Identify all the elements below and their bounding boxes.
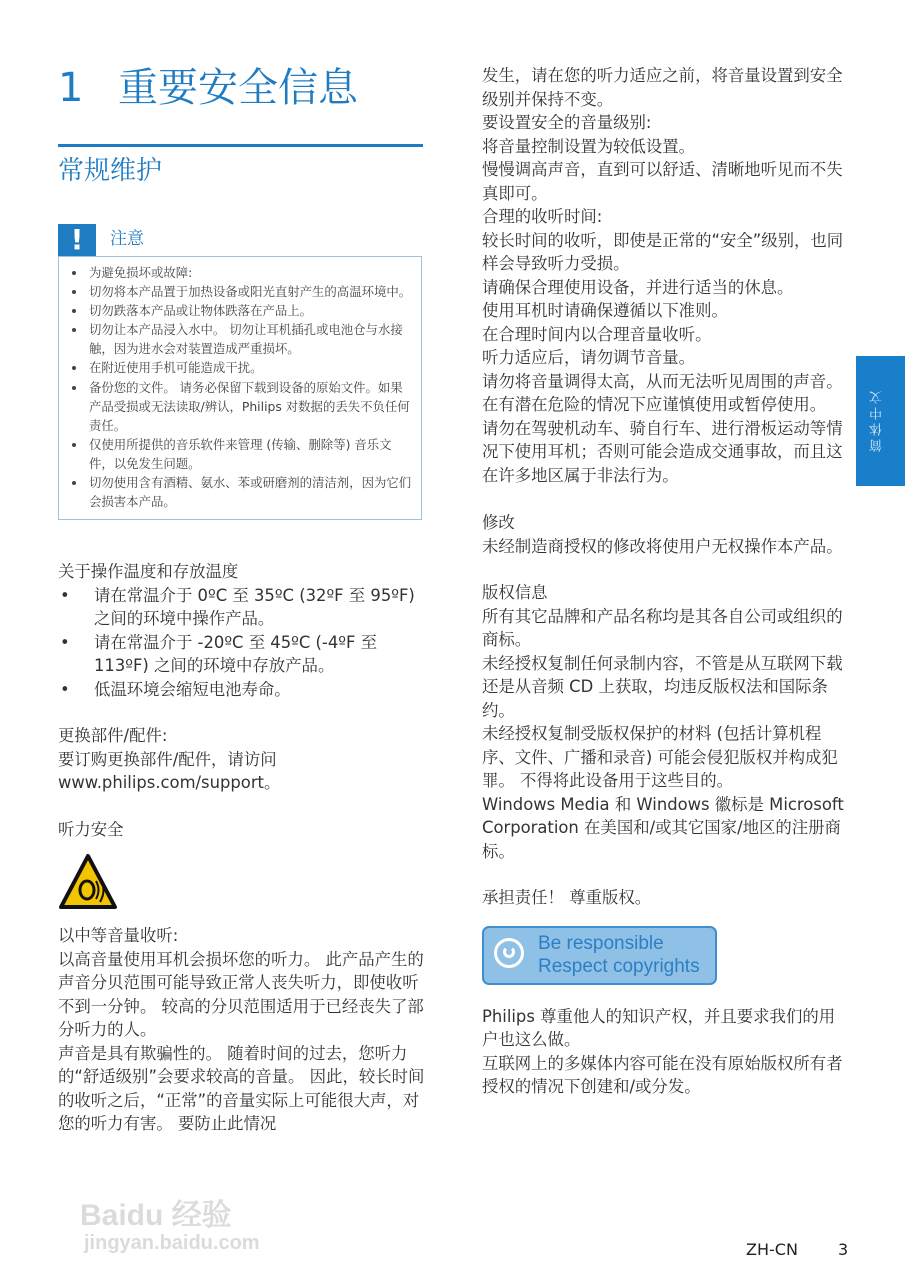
list-item: • 为避免损坏或故障: bbox=[87, 263, 413, 282]
caution-box bbox=[58, 256, 422, 520]
paragraph: 互联网上的多媒体内容可能在没有原始版权所有者授权的情况下创建和/或分发。 bbox=[482, 1053, 843, 1096]
paragraph: 使用耳机时请确保遵循以下准则。 bbox=[482, 301, 728, 320]
chapter-title-text: 重要安全信息 bbox=[118, 65, 358, 111]
paragraph: 未经授权复制任何录制内容，不管是从互联网下载还是从音频 CD 上获取，均违反版权法和国际条约。 bbox=[482, 653, 843, 720]
modification-text: 未经制造商授权的修改将使用户无权操作本产品。 bbox=[482, 536, 843, 556]
respect-copyrights-logo bbox=[482, 926, 717, 985]
list-item: • 请在常温介于 -20ºC 至 45ºC (-4ºF 至 113ºF) 之间的环境中存放产品。 bbox=[58, 631, 426, 678]
page-number: 3 bbox=[838, 1240, 849, 1259]
footer-language: ZH-CN bbox=[746, 1240, 798, 1259]
paragraph: 请确保合理使用设备，并进行适当的休息。 bbox=[482, 277, 794, 297]
paragraph: 所有其它品牌和产品名称均是其各自公司或组织的商标。 bbox=[482, 606, 843, 649]
parts-text: 要订购更换部件/配件，请访问 www.philips.com/support。 bbox=[58, 749, 281, 793]
list-item: • 在附近使用手机可能造成干扰。 bbox=[87, 358, 413, 377]
list-item: • 切勿让本产品浸入水中。 切勿让耳机插孔或电池仓与水接触，因为进水会对装置造成严重损坏。 bbox=[87, 320, 413, 358]
baidu-watermark-url: jingyan.baidu.com bbox=[84, 1232, 260, 1254]
temperature-list bbox=[58, 584, 426, 702]
paragraph: 将音量控制设置为较低设置。 bbox=[482, 136, 696, 156]
logo-text bbox=[538, 932, 700, 978]
logo-line-2: Respect copyrights bbox=[538, 955, 700, 977]
caution-label: 注意 bbox=[110, 229, 144, 249]
paragraph: 慢慢调高声音，直到可以舒适、清晰地听见而不失真即可。 bbox=[482, 160, 843, 203]
temperature-heading: 关于操作温度和存放温度 bbox=[58, 562, 239, 582]
copyright-heading: 版权信息 bbox=[482, 583, 548, 602]
side-tab-label: 简体中文 bbox=[870, 388, 885, 452]
paragraph-continued: 发生，请在您的听力适应之前，将音量设置到安全级别并保持不变。 bbox=[482, 66, 843, 109]
paragraph: 在有潜在危险的情况下应谨慎使用或暂停使用。 bbox=[482, 395, 827, 414]
responsibility-heading: 承担责任！ 尊重版权。 bbox=[482, 888, 652, 907]
paragraph: 要设置安全的音量级别: bbox=[482, 113, 652, 132]
hearing-subheading: 以中等音量收听: bbox=[58, 926, 179, 946]
chapter-title bbox=[58, 56, 358, 113]
paragraph: 声音是具有欺骗性的。 随着时间的过去，您听力的“舒适级别”会要求较高的音量。 因此，较长时间的收听之后，“正常”的音量实际上可能很大声，对您的听力有害。 要防止此情况 bbox=[58, 1043, 425, 1134]
power-circle-icon bbox=[494, 938, 524, 968]
parts-heading: 更换部件/配件: bbox=[58, 726, 168, 746]
baidu-watermark: Baidu 经验 bbox=[80, 1199, 232, 1232]
hearing-warning-icon bbox=[58, 853, 118, 910]
language-side-tab bbox=[856, 356, 905, 486]
caution-list bbox=[59, 257, 421, 511]
list-item: • 仅使用所提供的音乐软件来管理 (传输、删除等) 音乐文件，以免发生问题。 bbox=[87, 435, 413, 473]
list-item: • 请在常温介于 0ºC 至 35ºC (32ºF 至 95ºF) 之间的环境中操作产品。 bbox=[58, 584, 426, 631]
paragraph: 以高音量使用耳机会损坏您的听力。 此产品产生的声音分贝范围可能导致正常人丧失听力，即使收听不到一分钟。 较高的分贝范围适用于已经丧失了部分听力的人。 bbox=[58, 949, 424, 1040]
list-item: • 切勿使用含有酒精、氨水、苯或研磨剂的清洁剂，因为它们会损害本产品。 bbox=[87, 473, 413, 511]
list-item: • 低温环境会缩短电池寿命。 bbox=[58, 678, 426, 702]
list-item: • 备份您的文件。 请务必保留下载到设备的原始文件。如果产品受损或无法读取/辨认，Philips 对数据的丢失不负任何责任。 bbox=[87, 378, 413, 435]
section-rule bbox=[58, 144, 423, 147]
paragraph: 请勿在驾驶机动车、骑自行车、进行滑板运动等情况下使用耳机；否则可能会造成交通事故，而且这在许多地区属于非法行为。 bbox=[482, 418, 843, 485]
list-item: • 切勿将本产品置于加热设备或阳光直射产生的高温环境中。 bbox=[87, 282, 413, 301]
paragraph: 未经授权复制受版权保护的材料 (包括计算机程序、文件、广播和录音) 可能会侵犯版权并构成犯罪。 不得将此设备用于这些目的。 bbox=[482, 724, 838, 790]
paragraph: Windows Media 和 Windows 徽标是 Microsoft Corporation 在美国和/或其它国家/地区的注册商标。 bbox=[482, 794, 844, 861]
section-title: 常规维护 bbox=[58, 156, 163, 186]
logo-line-1: Be responsible bbox=[538, 932, 664, 954]
chapter-number: 1 bbox=[58, 65, 84, 111]
paragraph: 在合理时间内以合理音量收听。 bbox=[482, 324, 712, 344]
list-item: • 切勿跌落本产品或让物体跌落在产品上。 bbox=[87, 301, 413, 320]
modification-heading: 修改 bbox=[482, 513, 515, 532]
paragraph: 合理的收听时间: bbox=[482, 207, 603, 226]
right-column-body bbox=[482, 64, 850, 1099]
hearing-heading: 听力安全 bbox=[58, 819, 124, 839]
caution-header bbox=[58, 224, 426, 256]
paragraph: 请勿将音量调得太高，从而无法听见周围的声音。 bbox=[482, 371, 843, 391]
exclamation-icon: ! bbox=[58, 224, 96, 256]
left-column-body bbox=[58, 224, 426, 1136]
paragraph: Philips 尊重他人的知识产权，并且要求我们的用户也这么做。 bbox=[482, 1006, 836, 1049]
paragraph: 听力适应后，请勿调节音量。 bbox=[482, 348, 696, 367]
paragraph: 较长时间的收听，即使是正常的“安全”级别，也同样会导致听力受损。 bbox=[482, 230, 844, 273]
